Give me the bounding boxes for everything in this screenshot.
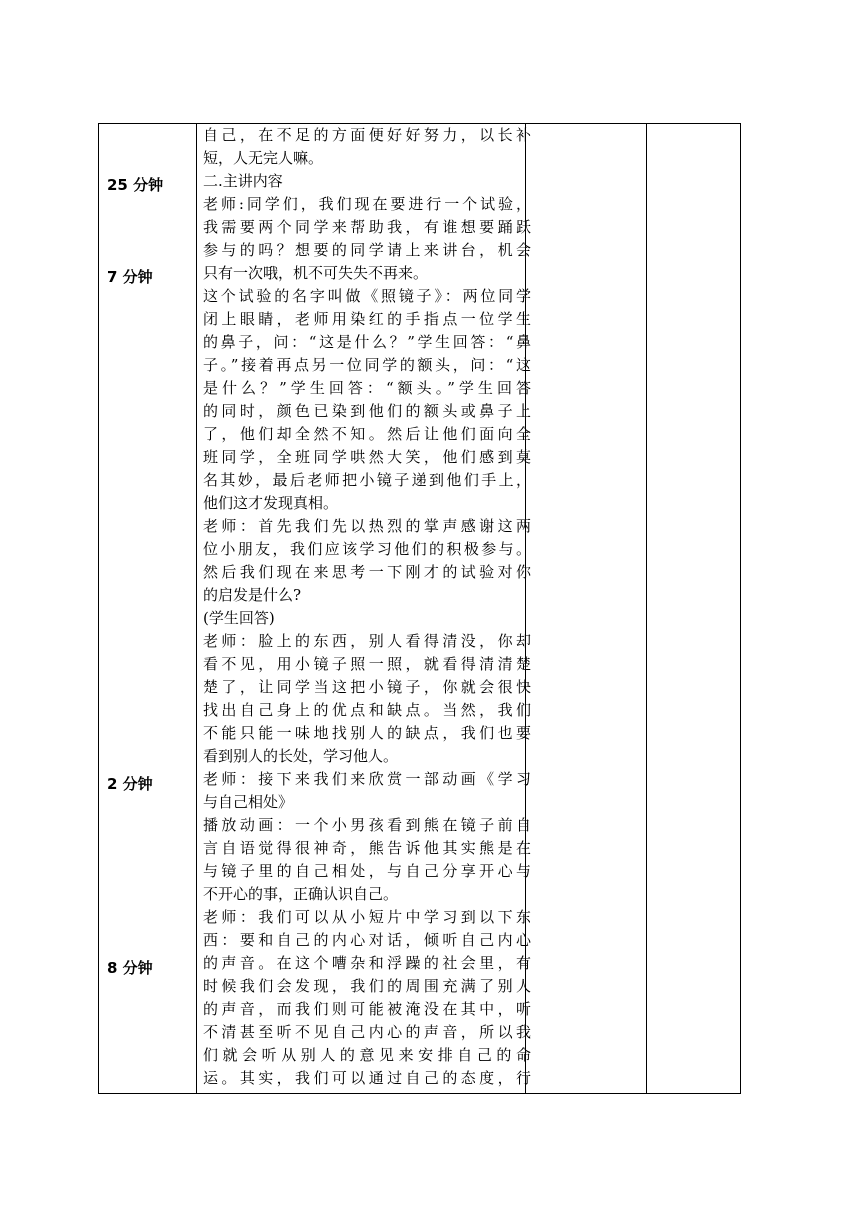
content-line: 老师：脸上的东西，别人看得清没，你却: [203, 632, 531, 650]
content-line: 我需要两个同学来帮助我，有谁想要踊跃: [203, 218, 531, 236]
content-line: 老师：接下来我们来欣赏一部动画《学习: [203, 770, 531, 788]
content-line: 是什么？”学生回答：“额头。”学生回答: [203, 379, 531, 397]
content-line: 不开心的事，正确认识自己。: [203, 885, 399, 903]
content-line: 只有一次哦，机不可失失不再来。: [203, 264, 429, 282]
content-line: 老师:同学们，我们现在要进行一个试验，: [203, 195, 531, 213]
content-line: 老师：我们可以从小短片中学习到以下东: [203, 908, 531, 926]
content-line: 不能只能一味地找别人的缺点，我们也要: [203, 724, 531, 742]
content-line: 这个试验的名字叫做《照镜子》：两位同学: [203, 287, 531, 305]
time-label: 2 分钟: [107, 775, 153, 793]
content-line: 然后我们现在来思考一下刚才的试验对你: [203, 563, 531, 581]
content-line: (学生回答): [203, 609, 275, 627]
content-line: 班同学，全班同学哄然大笑，他们感到莫: [203, 448, 531, 466]
time-label: 7 分钟: [107, 268, 153, 286]
lesson-plan-table: [98, 123, 741, 1094]
content-line: 与自己相处》: [203, 793, 294, 811]
lesson-content: [203, 124, 531, 1090]
content-line: 运。其实，我们可以通过自己的态度，行: [203, 1069, 531, 1087]
column-divider: [646, 124, 647, 1093]
content-line: 子。”接着再点另一位同学的额头，问：“这: [203, 356, 531, 374]
content-line: 位小朋友，我们应该学习他们的积极参与。: [203, 540, 531, 558]
content-line: 的鼻子，问：“这是什么？”学生回答：“鼻: [203, 333, 531, 351]
time-label: 8 分钟: [107, 959, 153, 977]
content-line: 的同时，颜色已染到他们的额头或鼻子上: [203, 402, 531, 420]
content-line: 们就会听从别人的意见来安排自己的命: [203, 1046, 531, 1064]
content-line: 二.主讲内容: [203, 172, 283, 190]
content-line: 参与的吗？想要的同学请上来讲台，机会: [203, 241, 531, 259]
content-line: 与镜子里的自己相处，与自己分享开心与: [203, 862, 531, 880]
content-line: 西：要和自己的内心对话，倾听自己内心: [203, 931, 531, 949]
content-line: 名其妙，最后老师把小镜子递到他们手上，: [203, 471, 531, 489]
content-line: 不清甚至听不见自己内心的声音，所以我: [203, 1023, 531, 1041]
content-line: 老师：首先我们先以热烈的掌声感谢这两: [203, 517, 531, 535]
content-line: 看到别人的长处，学习他人。: [203, 747, 399, 765]
content-line: 闭上眼睛，老师用染红的手指点一位学生: [203, 310, 531, 328]
content-line: 看不见，用小镜子照一照，就看得清清楚: [203, 655, 531, 673]
content-line: 时候我们会发现，我们的周围充满了别人: [203, 977, 531, 995]
content-line: 言自语觉得很神奇，熊告诉他其实熊是在: [203, 839, 531, 857]
content-line: 找出自己身上的优点和缺点。当然，我们: [203, 701, 531, 719]
content-line: 自己，在不足的方面便好好努力，以长补: [203, 126, 531, 144]
time-column: [99, 124, 197, 1093]
content-line: 短，人无完人嘛。: [203, 149, 324, 167]
content-line: 他们这才发现真相。: [203, 494, 339, 512]
content-line: 了，他们却全然不知。然后让他们面向全: [203, 425, 531, 443]
content-line: 的声音，而我们则可能被淹没在其中，听: [203, 1000, 531, 1018]
content-line: 的启发是什么?: [203, 586, 302, 604]
content-line: 楚了，让同学当这把小镜子，你就会很快: [203, 678, 531, 696]
content-line: 播放动画：一个小男孩看到熊在镜子前自: [203, 816, 531, 834]
time-label: 25 分钟: [107, 176, 164, 194]
content-line: 的声音。在这个嘈杂和浮躁的社会里，有: [203, 954, 531, 972]
